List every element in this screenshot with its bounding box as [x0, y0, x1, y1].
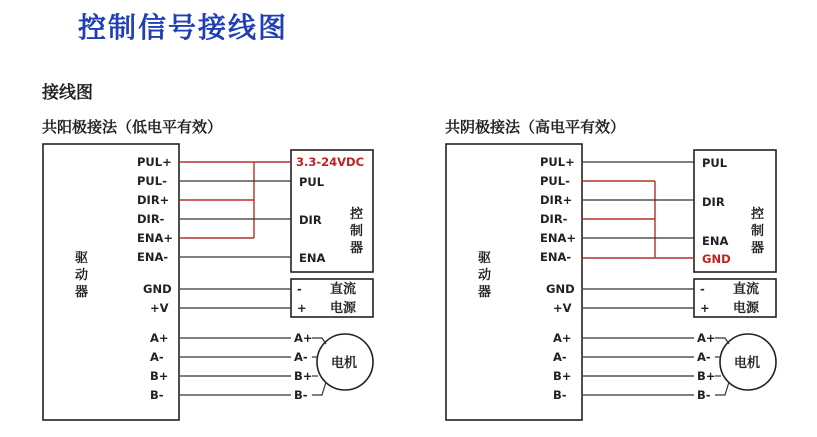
- left-pin-dir-plus: DIR+: [137, 193, 170, 207]
- right-pin-b-minus: B-: [553, 388, 567, 402]
- right-ctrl-pin-ena: ENA: [702, 234, 729, 248]
- right-power-label-2: 电源: [733, 301, 760, 316]
- right-ctrl-pin-dir: DIR: [702, 195, 725, 209]
- right-pin-ena-plus: ENA+: [540, 231, 577, 245]
- right-motor-pin-a-minus: A-: [697, 350, 711, 364]
- left-motor-pin-b-plus: B+: [294, 369, 313, 383]
- right-pin-pul-plus: PUL+: [540, 155, 575, 169]
- left-motor-label: 电机: [331, 356, 358, 371]
- right-pin-dir-plus: DIR+: [540, 193, 573, 207]
- left-ctrl-label-2: 制: [350, 224, 364, 239]
- left-diagram: [43, 144, 373, 420]
- right-pin-plus-v: +V: [553, 301, 572, 315]
- section-title: 接线图: [42, 83, 93, 103]
- left-power-label-2: 电源: [330, 301, 357, 316]
- right-diagram: [446, 144, 776, 420]
- right-motor-pin-a-plus: A+: [697, 331, 716, 345]
- left-ctrl-pin-ena: ENA: [299, 251, 326, 265]
- left-pin-a-minus: A-: [150, 350, 164, 364]
- right-driver-label-3: 器: [478, 285, 492, 300]
- left-pin-dir-minus: DIR-: [137, 212, 165, 226]
- right-power-label-1: 直流: [733, 282, 760, 297]
- left-ctrl-pin-pul: PUL: [299, 175, 325, 189]
- right-pin-a-plus: A+: [553, 331, 572, 345]
- page-title: 控制信号接线图: [78, 11, 289, 44]
- right-pin-pul-minus: PUL-: [540, 174, 570, 188]
- left-ctrl-pin-vdc: 3.3-24VDC: [296, 155, 365, 169]
- right-ctrl-label-3: 器: [751, 241, 765, 256]
- left-diagram-subtitle: 共阳极接法（低电平有效）: [42, 118, 223, 136]
- right-motor-label: 电机: [734, 356, 761, 371]
- left-power-label-1: 直流: [330, 282, 357, 297]
- left-motor-pin-b-minus: B-: [294, 388, 308, 402]
- left-pin-gnd: GND: [143, 282, 172, 296]
- left-pin-a-plus: A+: [150, 331, 169, 345]
- left-driver-label-3: 器: [75, 285, 89, 300]
- right-pin-gnd: GND: [546, 282, 575, 296]
- right-diagram-subtitle: 共阴极接法（高电平有效）: [445, 118, 626, 136]
- left-ctrl-label-1: 控: [350, 207, 364, 222]
- left-pin-pul-minus: PUL-: [137, 174, 167, 188]
- left-pin-ena-plus: ENA+: [137, 231, 174, 245]
- left-common-anode-wires: [180, 162, 291, 238]
- left-power-pin-plus: +: [297, 301, 307, 315]
- right-driver-label-2: 动: [478, 268, 492, 283]
- left-pin-ena-minus: ENA-: [137, 250, 169, 264]
- right-ctrl-pin-gnd: GND: [702, 252, 731, 266]
- left-ctrl-pin-dir: DIR: [299, 213, 322, 227]
- left-motor-pin-a-minus: A-: [294, 350, 308, 364]
- left-pin-pul-plus: PUL+: [137, 155, 172, 169]
- right-common-cathode-wires: [583, 181, 694, 258]
- right-ctrl-label-1: 控: [751, 207, 765, 222]
- right-ctrl-label-2: 制: [751, 224, 765, 239]
- left-ctrl-label-3: 器: [350, 241, 364, 256]
- right-motor-pin-b-plus: B+: [697, 369, 716, 383]
- right-ctrl-pin-pul: PUL: [702, 156, 728, 170]
- right-pin-dir-minus: DIR-: [540, 212, 568, 226]
- right-pin-ena-minus: ENA-: [540, 250, 572, 264]
- left-pin-b-plus: B+: [150, 369, 169, 383]
- left-driver-label-1: 驱: [75, 251, 89, 266]
- left-power-pin-minus: -: [297, 282, 302, 296]
- left-motor-pin-a-plus: A+: [294, 331, 313, 345]
- left-pin-plus-v: +V: [150, 301, 169, 315]
- right-power-pin-plus: +: [700, 301, 710, 315]
- right-power-pin-minus: -: [700, 282, 705, 296]
- left-driver-label-2: 动: [75, 268, 89, 283]
- left-pin-b-minus: B-: [150, 388, 164, 402]
- right-pin-b-plus: B+: [553, 369, 572, 383]
- right-driver-label-1: 驱: [478, 251, 492, 266]
- right-motor-pin-b-minus: B-: [697, 388, 711, 402]
- right-pin-a-minus: A-: [553, 350, 567, 364]
